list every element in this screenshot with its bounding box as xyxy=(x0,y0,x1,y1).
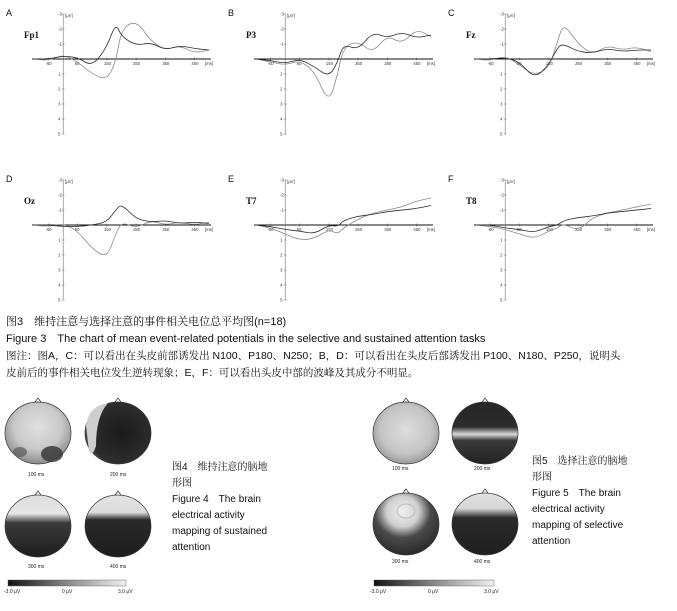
x-tick-label: 450 xyxy=(413,61,421,66)
y-tick-label: -2 xyxy=(58,26,62,32)
y-tick-label: -1 xyxy=(500,207,504,213)
y-tick-label: 4 xyxy=(58,282,61,288)
electrode-label: P3 xyxy=(246,30,256,40)
y-tick-label: 1 xyxy=(280,237,283,243)
x-tick-label: 450 xyxy=(633,227,641,232)
erp-plot xyxy=(4,170,219,310)
y-tick-label: 2 xyxy=(500,252,503,258)
figure5-caption-en: mapping of selective xyxy=(532,520,624,531)
x-tick-label: 50 xyxy=(296,227,302,232)
x-tick-label: -50 xyxy=(45,227,52,232)
erp-panel-f xyxy=(446,170,661,310)
y-tick-label: 2 xyxy=(500,86,503,92)
x-tick-label: 350 xyxy=(604,61,612,66)
x-tick-label: -50 xyxy=(267,61,274,66)
y-tick-label: -3 xyxy=(500,177,504,183)
figure3-caption-cn: 图3 维持注意与选择注意的事件相关电位总平均图(n=18) xyxy=(6,316,287,328)
x-tick-label: 50 xyxy=(516,227,522,232)
colorbar xyxy=(374,580,494,586)
figure4-caption-en: mapping of sustained xyxy=(172,526,268,537)
unit-label: [μV] xyxy=(287,13,295,18)
colorbar-max-label: 3.0 μV xyxy=(484,589,499,595)
x-tick-label: 150 xyxy=(545,227,553,232)
figure5-caption-cn: 图5 选择注意的脑地 xyxy=(532,456,628,467)
x-tick-label: -50 xyxy=(45,61,52,66)
x-tick-label: 50 xyxy=(74,61,80,66)
erp-series-line-2 xyxy=(476,45,651,75)
erp-plot xyxy=(446,4,661,144)
x-tick-label: 250 xyxy=(575,61,583,66)
time-label: 400 ms xyxy=(474,559,491,565)
erp-series-line-1 xyxy=(476,28,651,73)
erp-panel-d xyxy=(4,170,219,310)
y-tick-label: 4 xyxy=(500,116,503,122)
panel-letter: A xyxy=(6,8,13,18)
y-tick-label: -2 xyxy=(500,26,504,32)
colorbar-mid-label: 0 μV xyxy=(62,589,73,595)
panel-letter: E xyxy=(228,174,235,184)
ms-label: [ms] xyxy=(205,227,213,232)
colorbar-min-label: -3.0 μV xyxy=(370,589,387,595)
colorbar-min-label: -3.0 μV xyxy=(4,589,21,595)
y-tick-label: 4 xyxy=(500,282,503,288)
ms-label: [ms] xyxy=(427,227,435,232)
colorbar-max-label: 3.0 μV xyxy=(118,589,133,595)
unit-label: [μV] xyxy=(507,13,515,18)
x-tick-label: 450 xyxy=(191,227,199,232)
figure3-note-line1: 图注：图A，C：可以看出在头皮前部诱发出 N100、P180、N250；B，D：可以看出在头皮后部诱发出 P100、N180、P250，说明头 xyxy=(6,350,621,362)
time-label: 200 ms xyxy=(474,466,491,472)
y-tick-label: -2 xyxy=(280,192,284,198)
y-tick-label: 5 xyxy=(58,297,61,303)
x-tick-label: 250 xyxy=(355,227,363,232)
y-tick-label: 4 xyxy=(58,116,61,122)
y-tick-label: 1 xyxy=(500,71,503,77)
erp-plot xyxy=(4,4,219,144)
time-label: 100 ms xyxy=(392,466,409,472)
x-tick-label: 450 xyxy=(191,61,199,66)
x-tick-label: 150 xyxy=(103,61,111,66)
x-tick-label: 450 xyxy=(633,61,641,66)
electrode-label: Fp1 xyxy=(24,30,40,40)
unit-label: [μV] xyxy=(65,179,73,184)
y-tick-label: 3 xyxy=(500,267,503,273)
ms-label: [ms] xyxy=(647,227,655,232)
y-tick-label: -1 xyxy=(500,41,504,47)
time-label: 100 ms xyxy=(28,472,45,478)
y-tick-label: -2 xyxy=(500,192,504,198)
y-tick-label: -1 xyxy=(58,207,62,213)
y-tick-label: 2 xyxy=(280,86,283,92)
figure5-caption-en: Figure 5 The brain xyxy=(532,488,621,499)
figure3-caption-en: Figure 3 The chart of mean event-related potentials in the selective and sustained attention tasks xyxy=(6,333,486,345)
colorbar-mid-label: 0 μV xyxy=(428,589,439,595)
figure4-caption-en: electrical activity xyxy=(172,510,245,521)
figure4-caption-en: attention xyxy=(172,542,211,553)
scalp-map-400ms xyxy=(85,491,151,557)
figure3-note-line2: 皮前后的事件相关电位发生逆转现象；E，F：可以看出头皮中部的波峰及其成分不明显。 xyxy=(6,367,419,379)
figure4-caption-en: Figure 4 The brain xyxy=(172,494,261,505)
y-tick-label: -3 xyxy=(58,177,62,183)
y-tick-label: -1 xyxy=(280,207,284,213)
time-label: 400 ms xyxy=(110,564,127,570)
panel-letter: D xyxy=(6,174,13,184)
x-tick-label: 350 xyxy=(384,227,392,232)
y-tick-label: 3 xyxy=(58,267,61,273)
erp-plot xyxy=(446,170,661,310)
y-tick-label: 3 xyxy=(280,101,283,107)
x-tick-label: 250 xyxy=(133,227,141,232)
figure5-maps xyxy=(366,396,526,601)
y-tick-label: 5 xyxy=(280,297,283,303)
scalp-map-100ms xyxy=(373,398,439,464)
y-tick-label: 1 xyxy=(500,237,503,243)
y-tick-label: -3 xyxy=(500,11,504,17)
erp-panel-c xyxy=(446,4,661,144)
y-tick-label: 5 xyxy=(500,131,503,137)
scalp-map-400ms xyxy=(452,489,518,555)
y-tick-label: -3 xyxy=(280,11,284,17)
erp-plot xyxy=(226,170,441,310)
unit-label: [μV] xyxy=(507,179,515,184)
y-tick-label: -3 xyxy=(280,177,284,183)
ms-label: [ms] xyxy=(647,61,655,66)
ms-label: [ms] xyxy=(205,61,213,66)
time-label: 200 ms xyxy=(110,472,127,478)
y-tick-label: 5 xyxy=(58,131,61,137)
figure4-caption-cn: 图4 维持注意的脑地 xyxy=(172,462,268,473)
x-tick-label: 50 xyxy=(516,61,522,66)
erp-panel-a xyxy=(4,4,219,144)
y-tick-label: 2 xyxy=(58,252,61,258)
y-tick-label: -1 xyxy=(58,41,62,47)
erp-panel-e xyxy=(226,170,441,310)
x-tick-label: -50 xyxy=(487,227,494,232)
time-label: 300 ms xyxy=(392,559,409,565)
scalp-map-200ms xyxy=(85,398,151,464)
x-tick-label: 150 xyxy=(325,227,333,232)
figure5-caption-en: attention xyxy=(532,536,571,547)
y-tick-label: 3 xyxy=(58,101,61,107)
y-tick-label: -3 xyxy=(58,11,62,17)
x-tick-label: 350 xyxy=(384,61,392,66)
electrode-label: T8 xyxy=(466,196,477,206)
x-tick-label: 150 xyxy=(103,227,111,232)
time-label: 300 ms xyxy=(28,564,45,570)
y-tick-label: -2 xyxy=(280,26,284,32)
erp-series-line-1 xyxy=(256,198,431,239)
electrode-label: Fz xyxy=(466,30,476,40)
erp-panel-b xyxy=(226,4,441,144)
panel-letter: C xyxy=(448,8,455,18)
x-tick-label: 50 xyxy=(296,61,302,66)
x-tick-label: 50 xyxy=(74,227,80,232)
scalp-map-200ms xyxy=(452,398,518,464)
unit-label: [μV] xyxy=(287,179,295,184)
figure5-caption-cn: 形图 xyxy=(532,472,552,483)
y-tick-label: 5 xyxy=(500,297,503,303)
scalp-map-100ms xyxy=(5,398,71,464)
electrode-label: T7 xyxy=(246,196,257,206)
x-tick-label: 250 xyxy=(355,61,363,66)
unit-label: [μV] xyxy=(65,13,73,18)
x-tick-label: 150 xyxy=(545,61,553,66)
y-tick-label: 2 xyxy=(280,252,283,258)
panel-letter: F xyxy=(448,174,454,184)
x-tick-label: 450 xyxy=(413,227,421,232)
figure4-maps xyxy=(0,396,160,601)
y-tick-label: 4 xyxy=(280,116,283,122)
ms-label: [ms] xyxy=(427,61,435,66)
y-tick-label: 1 xyxy=(58,71,61,77)
scalp-map-300ms xyxy=(5,491,71,557)
figure5-caption-en: electrical activity xyxy=(532,504,605,515)
x-tick-label: 350 xyxy=(162,61,170,66)
colorbar xyxy=(8,580,126,586)
x-tick-label: 250 xyxy=(575,227,583,232)
y-tick-label: -2 xyxy=(58,192,62,198)
figure4-caption-cn: 形图 xyxy=(172,478,192,489)
electrode-label: Oz xyxy=(24,196,35,206)
y-tick-label: 2 xyxy=(58,86,61,92)
y-tick-label: 1 xyxy=(280,71,283,77)
panel-letter: B xyxy=(228,8,235,18)
x-tick-label: 150 xyxy=(325,61,333,66)
y-tick-label: -1 xyxy=(280,41,284,47)
y-tick-label: 3 xyxy=(500,101,503,107)
x-tick-label: -50 xyxy=(487,61,494,66)
x-tick-label: 250 xyxy=(133,61,141,66)
x-tick-label: -50 xyxy=(267,227,274,232)
figure4-caption xyxy=(172,460,268,556)
figure5-caption xyxy=(532,454,628,550)
y-tick-label: 1 xyxy=(58,237,61,243)
erp-plot xyxy=(226,4,441,144)
x-tick-label: 350 xyxy=(162,227,170,232)
y-tick-label: 4 xyxy=(280,282,283,288)
scalp-map-300ms xyxy=(373,489,439,555)
x-tick-label: 350 xyxy=(604,227,612,232)
y-tick-label: 3 xyxy=(280,267,283,273)
y-tick-label: 5 xyxy=(280,131,283,137)
